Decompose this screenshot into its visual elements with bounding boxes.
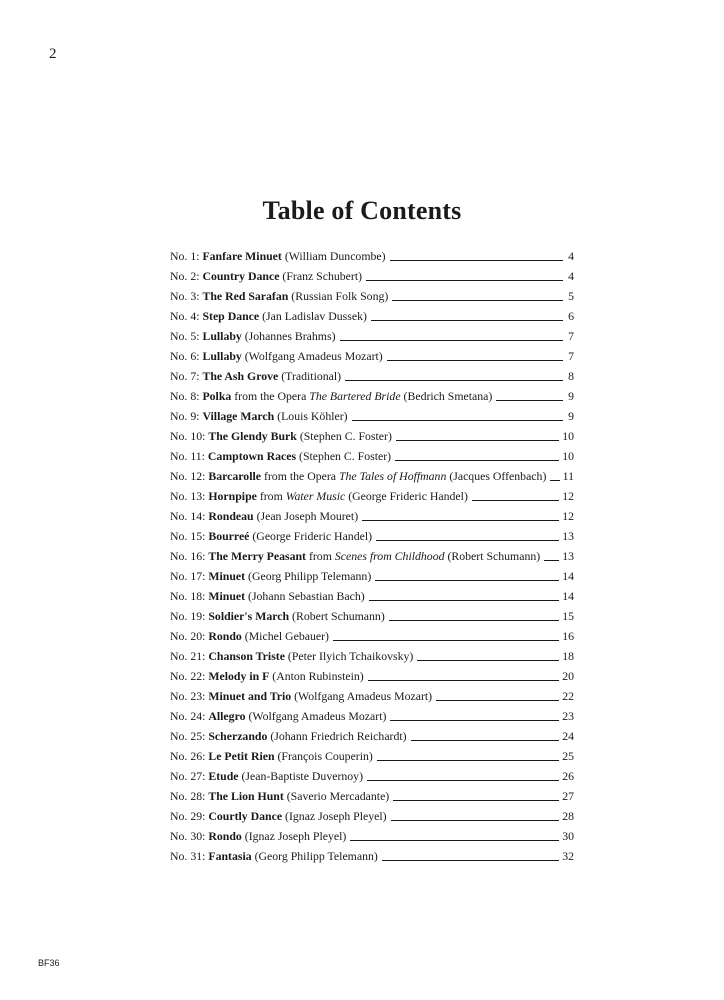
toc-entry-text [170, 668, 364, 685]
leader-line [362, 519, 559, 521]
page-ref: 22 [562, 689, 574, 703]
entry-number: No. 14: [170, 509, 206, 523]
page-ref: 14 [562, 569, 574, 583]
leader-line [395, 459, 559, 461]
entry-number: No. 7: [170, 369, 200, 383]
page-ref: 7 [568, 349, 574, 363]
toc-entry [170, 445, 574, 465]
piece-title: Fanfare Minuet [202, 249, 282, 263]
leader-line [390, 259, 563, 261]
entry-number: No. 28: [170, 789, 206, 803]
toc-entry [170, 305, 574, 325]
toc-entry-text [170, 728, 407, 745]
leader-line [392, 299, 563, 301]
composer-name: (Michel Gebauer) [244, 629, 329, 643]
toc-entry-text [170, 468, 546, 485]
piece-title: Polka [202, 389, 232, 403]
entry-number: No. 25: [170, 729, 206, 743]
composer-name: (Robert Schumann) [447, 549, 541, 563]
toc-entry-text [170, 288, 388, 305]
composer-name: (Georg Philipp Telemann) [254, 849, 378, 863]
toc-entry-text [170, 548, 540, 565]
leader-line [340, 339, 563, 341]
leader-line [375, 579, 559, 581]
piece-title: Lullaby [202, 349, 242, 363]
page-ref: 9 [568, 409, 574, 423]
toc-entry-text [170, 768, 363, 785]
leader-line [366, 279, 563, 281]
toc-entry [170, 285, 574, 305]
composer-name: (Jacques Offenbach) [449, 469, 547, 483]
composer-name: (Stephen C. Foster) [299, 449, 392, 463]
toc-entry-text [170, 488, 468, 505]
leader-line [333, 639, 559, 641]
toc-entry [170, 505, 574, 525]
entry-source-title: Scenes from Childhood [334, 549, 445, 563]
composer-name: (Wolfgang Amadeus Mozart) [248, 709, 387, 723]
toc-entry-text [170, 568, 371, 585]
page-ref: 30 [562, 829, 574, 843]
entry-number: No. 1: [170, 249, 200, 263]
entry-source-title: The Bartered Bride [309, 389, 401, 403]
entry-number: No. 20: [170, 629, 206, 643]
toc-entry-text [170, 448, 391, 465]
page-ref: 23 [562, 709, 574, 723]
piece-title: The Lion Hunt [208, 789, 284, 803]
page-ref: 32 [562, 849, 574, 863]
entry-number: No. 11: [170, 449, 205, 463]
leader-line [472, 499, 559, 501]
toc-entry [170, 625, 574, 645]
leader-line [377, 759, 559, 761]
leader-line [382, 859, 559, 861]
piece-title: Rondeau [208, 509, 254, 523]
entry-source-title: The Tales of Hoffmann [338, 469, 447, 483]
toc-entry [170, 605, 574, 625]
entry-number: No. 27: [170, 769, 206, 783]
composer-name: (Johann Sebastian Bach) [248, 589, 365, 603]
entry-source-prefix: from the Opera [234, 389, 307, 403]
composer-name: (George Frideric Handel) [252, 529, 373, 543]
toc-entry-text [170, 748, 373, 765]
piece-title: Village March [202, 409, 275, 423]
toc-entry-text [170, 708, 386, 725]
entry-number: No. 4: [170, 309, 200, 323]
toc-entry [170, 765, 574, 785]
toc-entry-text [170, 308, 367, 325]
page-ref: 10 [562, 449, 574, 463]
composer-name: (Franz Schubert) [282, 269, 363, 283]
page-ref: 24 [562, 729, 574, 743]
leader-line [436, 699, 559, 701]
entry-number: No. 13: [170, 489, 206, 503]
toc-entry [170, 845, 574, 865]
entry-number: No. 17: [170, 569, 206, 583]
composer-name: (Ignaz Joseph Pleyel) [285, 809, 387, 823]
leader-line [368, 679, 560, 681]
toc-entry [170, 565, 574, 585]
composer-name: (Ignaz Joseph Pleyel) [244, 829, 347, 843]
toc-entry-text [170, 648, 413, 665]
page-ref: 8 [568, 369, 574, 383]
toc-entry-text [170, 588, 365, 605]
page-ref: 5 [568, 289, 574, 303]
entry-source-prefix: from the Opera [263, 469, 337, 483]
entry-number: No. 30: [170, 829, 206, 843]
piece-title: Rondo [208, 629, 242, 643]
page-title: Table of Contents [262, 196, 462, 225]
piece-title: Melody in F [208, 669, 270, 683]
piece-title: Barcarolle [208, 469, 261, 483]
toc-entry [170, 545, 574, 565]
piece-title: Bourreé [208, 529, 250, 543]
entry-number: No. 12: [170, 469, 206, 483]
toc-entry-text [170, 608, 385, 625]
piece-title: Courtly Dance [208, 809, 283, 823]
piece-title: Minuet and Trio [208, 689, 292, 703]
page-ref: 4 [568, 269, 574, 283]
toc-entry-text [170, 808, 387, 825]
toc-entry [170, 525, 574, 545]
entry-number: No. 23: [170, 689, 206, 703]
entry-number: No. 16: [170, 549, 206, 563]
composer-name: (Jean-Baptiste Duvernoy) [241, 769, 364, 783]
toc-entry [170, 825, 574, 845]
page-ref: 27 [562, 789, 574, 803]
toc-entry-text [170, 248, 386, 265]
toc-list [170, 245, 574, 865]
toc-entry-text [170, 848, 378, 865]
composer-name: (Stephen C. Foster) [299, 429, 392, 443]
page-ref: 6 [568, 309, 574, 323]
toc-entry [170, 465, 574, 485]
leader-line [496, 399, 563, 401]
toc-entry-text [170, 788, 389, 805]
piece-title: Step Dance [202, 309, 260, 323]
page-ref: 15 [562, 609, 574, 623]
page-ref: 18 [562, 649, 574, 663]
entry-number: No. 29: [170, 809, 206, 823]
page-ref: 11 [562, 469, 574, 483]
piece-title: The Glendy Burk [208, 429, 297, 443]
toc-entry [170, 685, 574, 705]
toc-entry-text [170, 348, 383, 365]
entry-number: No. 31: [170, 849, 206, 863]
toc-entry [170, 485, 574, 505]
piece-title: Fantasia [208, 849, 252, 863]
leader-line [367, 779, 559, 781]
toc-entry [170, 345, 574, 365]
leader-line [389, 619, 559, 621]
composer-name: (Jan Ladislav Dussek) [262, 309, 367, 323]
composer-name: (Peter Ilyich Tchaikovsky) [287, 649, 414, 663]
piece-title: Minuet [208, 569, 246, 583]
page-ref: 9 [568, 389, 574, 403]
page-ref: 7 [568, 329, 574, 343]
toc-entry [170, 805, 574, 825]
toc-entry [170, 645, 574, 665]
page-number: 2 [49, 46, 57, 62]
leader-line [369, 599, 560, 601]
entry-number: No. 9: [170, 409, 200, 423]
leader-line [417, 659, 559, 661]
leader-line [352, 419, 563, 421]
entry-number: No. 15: [170, 529, 206, 543]
toc-entry-text [170, 688, 432, 705]
toc-entry-text [170, 368, 341, 385]
entry-number: No. 26: [170, 749, 206, 763]
entry-number: No. 19: [170, 609, 206, 623]
piece-title: The Ash Grove [202, 369, 279, 383]
page-ref: 16 [562, 629, 574, 643]
leader-line [396, 439, 559, 441]
piece-title: The Red Sarafan [202, 289, 289, 303]
leader-line [371, 319, 563, 321]
leader-line [544, 559, 559, 561]
toc-entry-text [170, 388, 492, 405]
toc-entry-text [170, 508, 358, 525]
leader-line [376, 539, 559, 541]
toc-entry [170, 705, 574, 725]
composer-name: (Louis Köhler) [277, 409, 348, 423]
page-ref: 20 [562, 669, 574, 683]
page-ref: 13 [562, 529, 574, 543]
entry-number: No. 5: [170, 329, 200, 343]
entry-source-prefix: from [259, 489, 283, 503]
toc-entry-text [170, 528, 372, 545]
composer-name: (Anton Rubinstein) [272, 669, 364, 683]
piece-title: Allegro [208, 709, 246, 723]
composer-name: (Wolfgang Amadeus Mozart) [294, 689, 433, 703]
composer-name: (Saverio Mercadante) [286, 789, 390, 803]
entry-number: No. 24: [170, 709, 206, 723]
toc-entry [170, 425, 574, 445]
entry-number: No. 18: [170, 589, 206, 603]
page-ref: 26 [562, 769, 574, 783]
entry-number: No. 6: [170, 349, 200, 363]
page-ref: 12 [562, 489, 574, 503]
toc-entry-text [170, 268, 362, 285]
entry-number: No. 10: [170, 429, 206, 443]
composer-name: (George Frideric Handel) [348, 489, 468, 503]
page-ref: 12 [562, 509, 574, 523]
piece-title: Lullaby [202, 329, 242, 343]
piece-title: Country Dance [202, 269, 280, 283]
leader-line [390, 719, 559, 721]
page-ref: 4 [568, 249, 574, 263]
entry-source-title: Water Music [285, 489, 346, 503]
composer-name: (Johann Friedrich Reichardt) [270, 729, 407, 743]
composer-name: (Georg Philipp Telemann) [248, 569, 372, 583]
page-ref: 25 [562, 749, 574, 763]
toc-entry [170, 585, 574, 605]
leader-line [350, 839, 559, 841]
piece-title: Scherzando [208, 729, 268, 743]
toc-entry [170, 745, 574, 765]
composer-name: (François Couperin) [277, 749, 373, 763]
entry-number: No. 3: [170, 289, 200, 303]
piece-title: Soldier's March [208, 609, 290, 623]
composer-name: (Johannes Brahms) [244, 329, 336, 343]
composer-name: (Wolfgang Amadeus Mozart) [244, 349, 383, 363]
piece-title: Camptown Races [207, 449, 297, 463]
leader-line [345, 379, 563, 381]
page-ref: 28 [562, 809, 574, 823]
entry-number: No. 2: [170, 269, 200, 283]
toc-entry-text [170, 328, 336, 345]
leader-line [387, 359, 563, 361]
toc-entry [170, 325, 574, 345]
leader-line [393, 799, 559, 801]
toc-entry [170, 385, 574, 405]
toc-entry-text [170, 828, 346, 845]
composer-name: (Bedrich Smetana) [403, 389, 493, 403]
toc-entry-text [170, 628, 329, 645]
piece-title: Minuet [208, 589, 246, 603]
entry-number: No. 21: [170, 649, 206, 663]
leader-line [391, 819, 560, 821]
piece-title: Le Petit Rien [208, 749, 275, 763]
toc-entry [170, 365, 574, 385]
toc-entry [170, 245, 574, 265]
page-ref: 10 [562, 429, 574, 443]
toc-entry [170, 265, 574, 285]
page-ref: 13 [562, 549, 574, 563]
piece-title: Etude [208, 769, 239, 783]
leader-line [550, 479, 559, 481]
piece-title: Hornpipe [208, 489, 257, 503]
leader-line [411, 739, 560, 741]
toc-entry [170, 725, 574, 745]
entry-number: No. 22: [170, 669, 206, 683]
piece-title: The Merry Peasant [208, 549, 306, 563]
toc-entry-text [170, 408, 348, 425]
composer-name: (Traditional) [281, 369, 342, 383]
piece-title: Chanson Triste [208, 649, 285, 663]
toc-entry [170, 665, 574, 685]
entry-source-prefix: from [308, 549, 332, 563]
composer-name: (Robert Schumann) [292, 609, 385, 623]
page-ref: 14 [562, 589, 574, 603]
piece-title: Rondo [208, 829, 242, 843]
toc-entry [170, 785, 574, 805]
entry-number: No. 8: [170, 389, 200, 403]
composer-name: (Jean Joseph Mouret) [256, 509, 359, 523]
toc-entry [170, 405, 574, 425]
footer-code: BF36 [38, 958, 60, 968]
toc-entry-text [170, 428, 392, 445]
composer-name: (Russian Folk Song) [291, 289, 389, 303]
composer-name: (William Duncombe) [284, 249, 386, 263]
